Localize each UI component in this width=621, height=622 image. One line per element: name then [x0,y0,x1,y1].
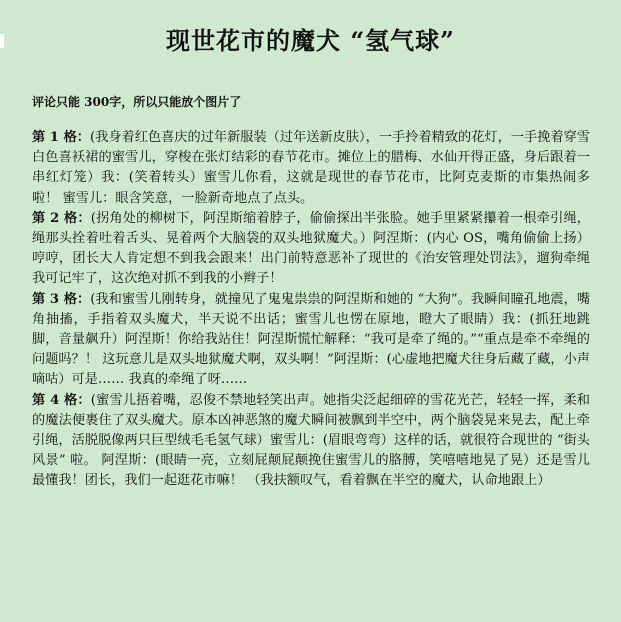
panel-4-paragraph [32,391,590,492]
panel-2-text: (拐角处的柳树下，阿涅斯缩着脖子，偷偷探出半张脸。她手里紧紧攥着一根牵引绳，绳那头拴着吐着舌头、晃着两个大脑袋的双头地狱魔犬。）阿涅斯：(内心 OS，嘴角偷偷上扬）哼哼，团长大人肯定想不到我会跟来！出门前特意恶补了现世的《治安管理处罚法》，遛狗牵绳我可记牢了，这次绝对抓不到我的小辫子！ [32,210,590,287]
page-title: 现世花市的魔犬 “氢气球” [166,26,455,55]
panel-2-label: 第 2 格： [32,210,91,226]
panel-3-label: 第 3 格： [32,291,91,307]
panel-4-label: 第 4 格： [32,392,91,408]
panel-4-text: (蜜雪儿捂着嘴，忍俊不禁地轻笑出声。她指尖泛起细碎的雪花光芒，轻轻一挥，柔和的魔法便裹住了双头魔犬。原本凶神恶煞的魔犬瞬间被飘到半空中，两个脑袋晃来晃去，配上牵引绳，活脱脱像两只巨型绒毛毛氢气球）蜜雪儿：(眉眼弯弯）这样的话，就很符合现世的 “街头风景” 啦。 阿涅斯：(眼睛一亮，立刻屁颠屁颠挽住蜜雪儿的胳膊，笑嘻嘻地晃了晃）还是雪儿最懂我！团长，我们一起逛花市嘛！ （我扶额叹气，看着飘在半空的魔犬，认命地跟上） [32,392,590,489]
panel-3-text: (我和蜜雪儿刚转身，就撞见了鬼鬼祟祟的阿涅斯和她的 “大狗”。我瞬间瞳孔地震，嘴角抽搐，手指着双头魔犬，半天说不出话；蜜雪儿也愣在原地，瞪大了眼睛）我：(抓狂地跳脚，音量飙升）阿涅斯！你给我站住！阿涅斯慌忙解释：“我可是牵了绳的。”“重点是牵不牵绳的问题吗？！ 这玩意儿是双头地狱魔犬啊，双头啊！”阿涅斯：(心虚地把魔犬往身后藏了藏，小声嘀咕）可是…… 我真的牵绳了呀…… [32,291,591,388]
panel-2-paragraph [32,209,590,290]
comment-note: 评论只能 300字，所以只能放个图片了 [32,95,242,109]
panel-1-label: 第 1 格： [32,130,90,145]
panel-1-text: (我身着红色喜庆的过年新服装（过年送新皮肤），一手拎着精致的花灯，一手挽着穿雪白色喜袄裙的蜜雪儿，穿梭在张灯结彩的春节花市。摊位上的腊梅、水仙开得正盛，身后跟着一串红灯笼）我：(笑着转头）蜜雪儿你看，这就是现世的春节花市，比阿克麦斯的市集热闹多啦！ 蜜雪儿：眼含笑意，一脸新奇地点了点头。 [32,130,590,206]
panel-3-paragraph [32,290,590,391]
story-body [32,128,590,492]
panel-1-paragraph [32,128,590,209]
